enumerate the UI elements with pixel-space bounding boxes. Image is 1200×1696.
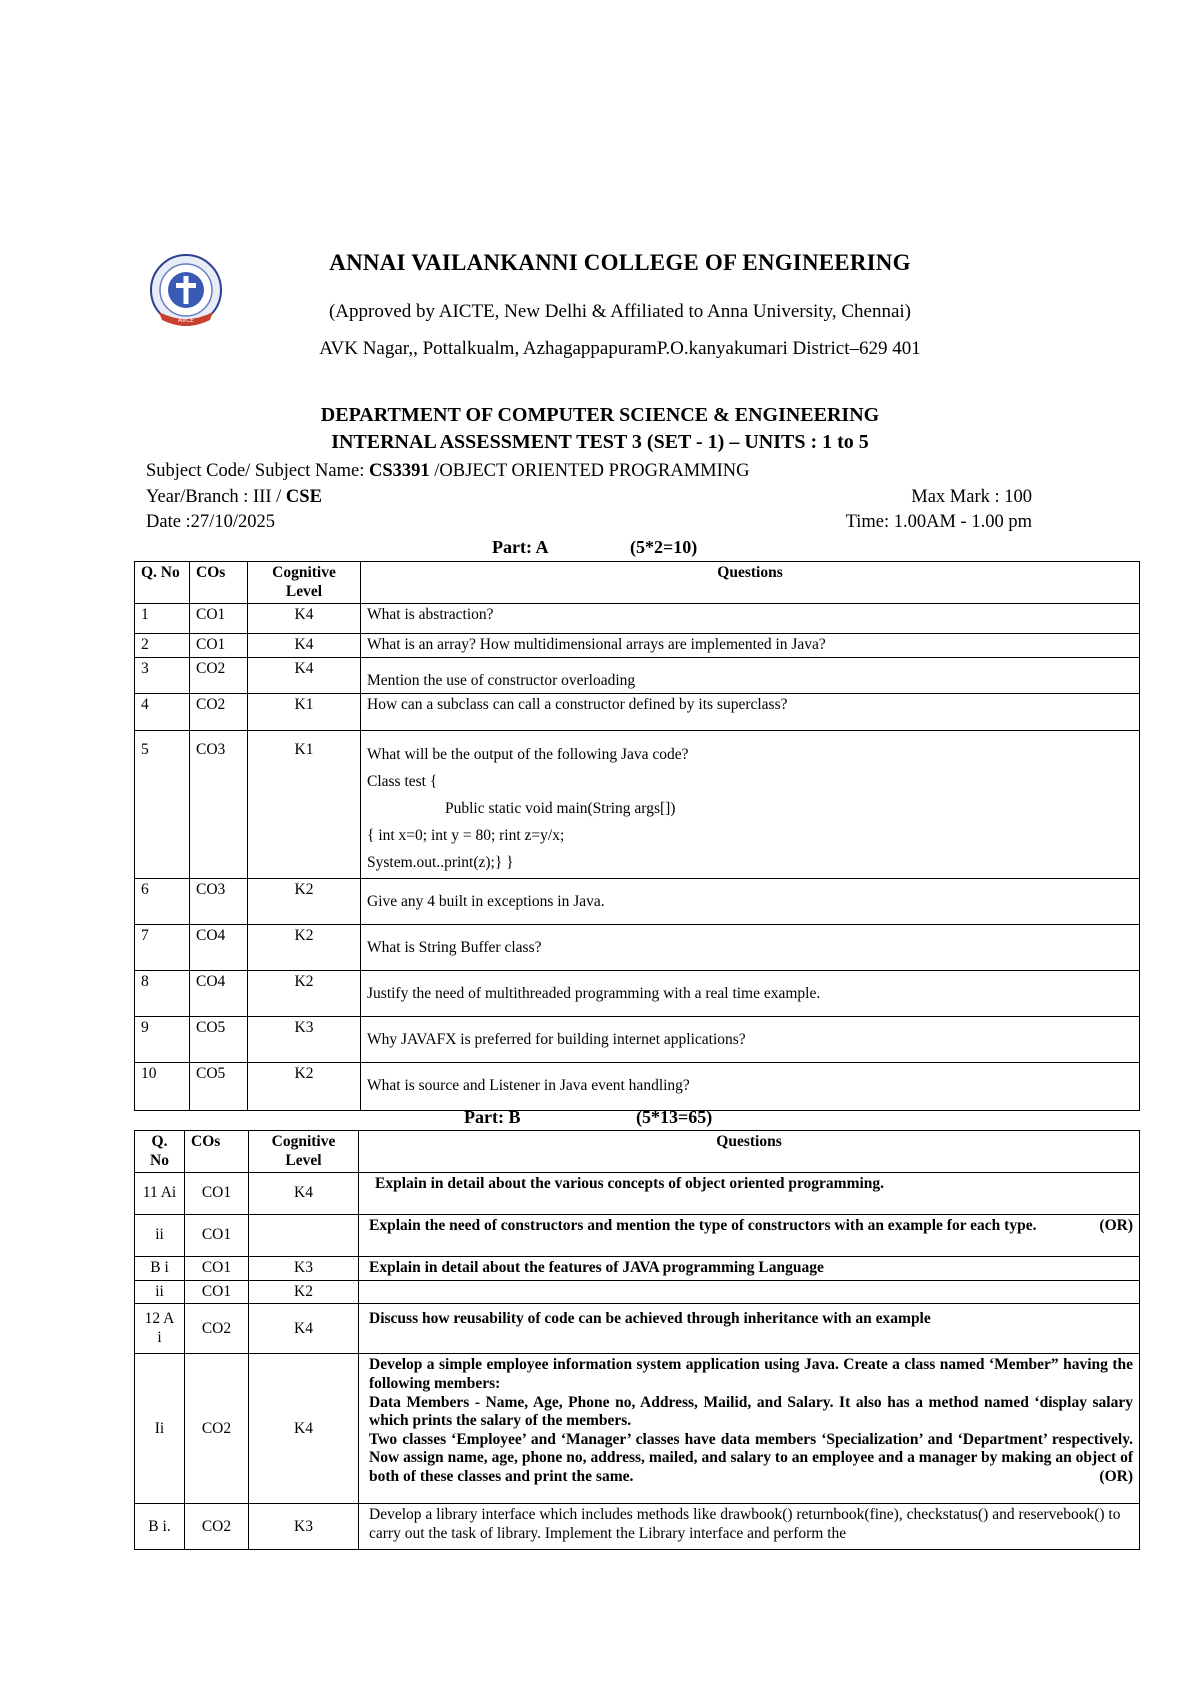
table-row [135,730,1140,879]
subject-name: /OBJECT ORIENTED PROGRAMMING [429,461,750,481]
table-row [135,1173,1140,1215]
college-address: AVK Nagar,, Pottalkualm, AzhagappapuramP.O.kanyakumari District–629 401 [319,338,921,359]
question-text: Two classes ‘Employee’ and ‘Manager’ classes have data members ‘Specialization’ and ‘Department’ respectively. Now assign name, age, phone no, address, mailed, and salary to an employee and a manager by making an object of both of these classes and print the same. [369,1430,1133,1485]
table-row [135,634,1140,658]
co: CO3 [190,730,248,879]
co: CO1 [185,1215,249,1257]
question-line: Data Members - Name, Age, Phone no, Address, Mailid, and Salary. It also has a method named ‘display salary which prints the salary of the members. [369,1393,1133,1430]
level: K2 [248,879,361,925]
part-a-table [134,561,1140,1111]
question-line: Develop a simple employee information system application using Java. Create a class named ‘Member” having the following members: [369,1356,1133,1392]
co: CO1 [185,1280,249,1304]
header-questions: Questions [361,562,1140,604]
table-row [135,1304,1140,1354]
level: K2 [248,971,361,1017]
level: K4 [248,604,361,634]
question: What is an array? How multidimensional arrays are implemented in Java? [361,634,1140,658]
department-title: DEPARTMENT OF COMPUTER SCIENCE & ENGINEERING [320,404,880,426]
co: CO5 [190,1063,248,1111]
qno: 5 [135,730,190,879]
qno: 11 Ai [135,1173,185,1215]
co: CO4 [190,925,248,971]
code-line: { int x=0; int y = 80; rint z=y/x; [367,827,565,845]
header-cos: COs [185,1131,249,1173]
qno: ii [135,1280,185,1304]
co: CO2 [190,658,248,694]
table-header-row [135,562,1140,604]
level: K3 [249,1257,359,1281]
level: K4 [249,1304,359,1354]
part-a-marks: (5*2=10) [630,537,698,557]
question: Mention the use of constructor overloading [361,658,1140,694]
exam-date: Date :27/10/2025 [146,512,275,532]
table-row [135,1354,1140,1504]
qno: 3 [135,658,190,694]
test-title: INTERNAL ASSESSMENT TEST 3 (SET - 1) – UNITS : 1 to 5 [331,431,869,453]
question: Explain in detail about the features of JAVA programming Language [359,1257,1140,1281]
level: K4 [249,1354,359,1504]
question [359,1354,1140,1504]
approval-line: (Approved by AICTE, New Delhi & Affiliated to Anna University, Chennai) [328,301,912,322]
level: K2 [249,1280,359,1304]
level [249,1215,359,1257]
question: Justify the need of multithreaded programming with a real time example. [361,971,1140,1017]
question: Develop a library interface which includes methods like drawbook() returnbook(fine), checkstatus() and reservebook() to carry out the task of library. Implement the Library interface and perform the [359,1504,1140,1550]
question: What is abstraction? [361,604,1140,634]
level: K2 [248,925,361,971]
co: CO4 [190,971,248,1017]
table-row [135,925,1140,971]
co: CO2 [185,1354,249,1504]
part-b-title: Part: B [464,1107,521,1127]
table-row [135,879,1140,925]
max-mark: Max Mark : 100 [911,487,1032,507]
table-header-row [135,1131,1140,1173]
table-row [135,1215,1140,1257]
subject-line [146,461,750,482]
table-row [135,658,1140,694]
qno: 6 [135,879,190,925]
subject-label: Subject Code/ Subject Name: [146,461,369,481]
level: K1 [248,693,361,730]
table-row [135,693,1140,730]
part-b-marks: (5*13=65) [636,1107,713,1127]
question-text: Explain the need of constructors and mention the type of constructors with an example for each type. [369,1217,1037,1235]
question: Explain in detail about the various concepts of object oriented programming. [359,1173,1140,1215]
part-a-title: Part: A [492,537,549,557]
co: CO1 [190,604,248,634]
header-level: Cognitive Level [248,562,361,604]
header-qno: Q. No [135,1131,185,1173]
code-line: System.out..print(z);} } [367,854,514,872]
branch: CSE [285,487,322,507]
college-name: ANNAI VAILANKANNI COLLEGE OF ENGINEERING [329,250,911,275]
year-label: Year/Branch : III / [146,487,286,507]
college-logo [147,252,225,334]
question: Give any 4 built in exceptions in Java. [361,879,1140,925]
level: K4 [248,658,361,694]
table-row [135,1257,1140,1281]
or-marker: (OR) [1099,1467,1133,1485]
table-row [135,1063,1140,1111]
co: CO5 [190,1017,248,1063]
co: CO2 [185,1304,249,1354]
level: K1 [248,730,361,879]
qno: B i [135,1257,185,1281]
header-level: Cognitive Level [249,1131,359,1173]
question: What is String Buffer class? [361,925,1140,971]
table-row [135,971,1140,1017]
question: What is source and Listener in Java event handling? [361,1063,1140,1111]
level: K3 [248,1017,361,1063]
co: CO3 [190,879,248,925]
co: CO1 [190,634,248,658]
question-line: What will be the output of the following Java code? [367,745,689,763]
level: K2 [248,1063,361,1111]
qno: 10 [135,1063,190,1111]
qno: B i. [135,1504,185,1550]
table-row [135,1017,1140,1063]
co: CO2 [190,693,248,730]
qno: 8 [135,971,190,1017]
question [359,1215,1140,1257]
part-b-table [134,1130,1140,1550]
qno: 4 [135,693,190,730]
question: Discuss how reusability of code can be achieved through inheritance with an example [359,1304,1140,1354]
qno: ii [135,1215,185,1257]
qno: 12 A i [135,1304,185,1354]
question: Why JAVAFX is preferred for building internet applications? [361,1017,1140,1063]
level: K3 [249,1504,359,1550]
co: CO2 [185,1504,249,1550]
question: How can a subclass can call a constructor defined by its superclass? [361,693,1140,730]
or-marker: (OR) [1099,1217,1133,1235]
subject-code: CS3391 [369,461,430,481]
header-questions: Questions [359,1131,1140,1173]
co: CO1 [185,1173,249,1215]
qno: 9 [135,1017,190,1063]
question [361,730,1140,879]
qno: Ii [135,1354,185,1504]
level: K4 [248,634,361,658]
year-branch-line [146,487,322,508]
code-line: Class test { [367,772,438,790]
qno: 1 [135,604,190,634]
code-line: Public static void main(String args[]) [445,800,676,818]
header-cos: COs [190,562,248,604]
qno: 7 [135,925,190,971]
exam-time: Time: 1.00AM - 1.00 pm [845,512,1032,532]
question-line-with-or [369,1431,1133,1487]
table-row [135,604,1140,634]
co: CO1 [185,1257,249,1281]
table-row [135,1504,1140,1550]
qno: 2 [135,634,190,658]
question [359,1280,1140,1304]
table-row [135,1280,1140,1304]
svg-text:AVCE: AVCE [178,317,194,324]
level: K4 [249,1173,359,1215]
header-qno: Q. No [135,562,190,604]
